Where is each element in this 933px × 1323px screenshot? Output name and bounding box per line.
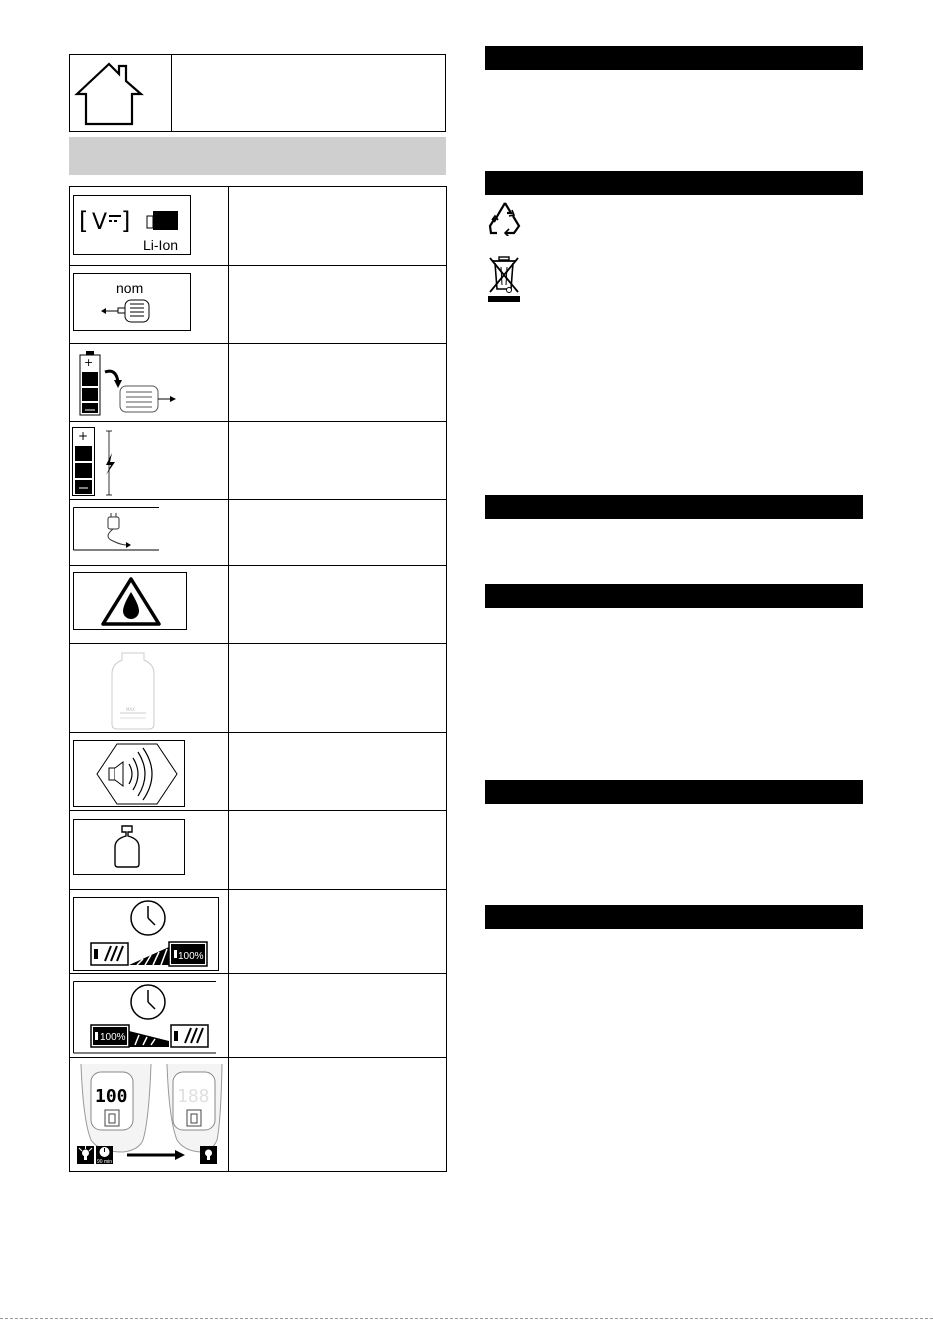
svg-text:[: [ xyxy=(79,207,89,235)
chemistry-label: Li-Ion xyxy=(143,237,179,253)
weee-bin-icon xyxy=(487,254,521,304)
bottle-icon xyxy=(108,652,158,730)
battery-capacity-icon xyxy=(72,427,132,497)
house-icon xyxy=(74,61,144,127)
row-divider xyxy=(70,810,446,811)
oil-warning-icon xyxy=(73,572,187,630)
house-symbol-box xyxy=(69,54,446,132)
voltage-label: V xyxy=(92,210,108,235)
section-heading-bar xyxy=(485,46,863,70)
svg-text:+: + xyxy=(84,356,94,369)
weight-icon xyxy=(73,819,185,875)
row-divider xyxy=(70,499,446,500)
svg-text:MAX: MAX xyxy=(126,707,135,712)
section-heading-bar xyxy=(485,171,863,195)
runtime-icon xyxy=(73,981,216,1055)
motor-speed-icon xyxy=(73,273,191,331)
recycle-icon xyxy=(487,200,523,236)
row-divider xyxy=(70,265,446,266)
row-divider xyxy=(70,565,446,566)
row-divider xyxy=(70,1057,446,1058)
motor-label: nom xyxy=(116,280,144,296)
runtime-percent: 100% xyxy=(100,1032,126,1043)
svg-text:+: + xyxy=(78,429,89,443)
charger-icon xyxy=(73,507,159,553)
charge-percent: 100% xyxy=(178,951,204,962)
row-divider xyxy=(70,343,446,344)
timer-label: 90 min xyxy=(97,1159,113,1165)
divider xyxy=(171,55,172,131)
section-heading-bar xyxy=(485,905,863,929)
display-off-digits: 188 xyxy=(177,1086,210,1107)
column-divider xyxy=(228,187,229,1171)
charging-time-icon xyxy=(73,897,219,971)
display-light-icon xyxy=(73,1060,223,1170)
row-divider xyxy=(70,889,446,890)
symbol-table xyxy=(69,186,447,1172)
row-divider xyxy=(70,973,446,974)
page-cut-line xyxy=(0,1318,933,1319)
display-on-digits: 100 xyxy=(95,1086,128,1107)
battery-power-icon xyxy=(78,350,178,416)
battery-voltage-icon xyxy=(73,195,191,255)
section-heading-bar xyxy=(485,780,863,804)
row-divider xyxy=(70,732,446,733)
row-divider xyxy=(70,643,446,644)
svg-text:]: ] xyxy=(121,207,131,235)
row-divider xyxy=(70,421,446,422)
sound-level-icon xyxy=(73,740,185,808)
section-heading-bar xyxy=(485,495,863,519)
section-heading-bar xyxy=(485,584,863,608)
section-header-band xyxy=(69,137,446,175)
